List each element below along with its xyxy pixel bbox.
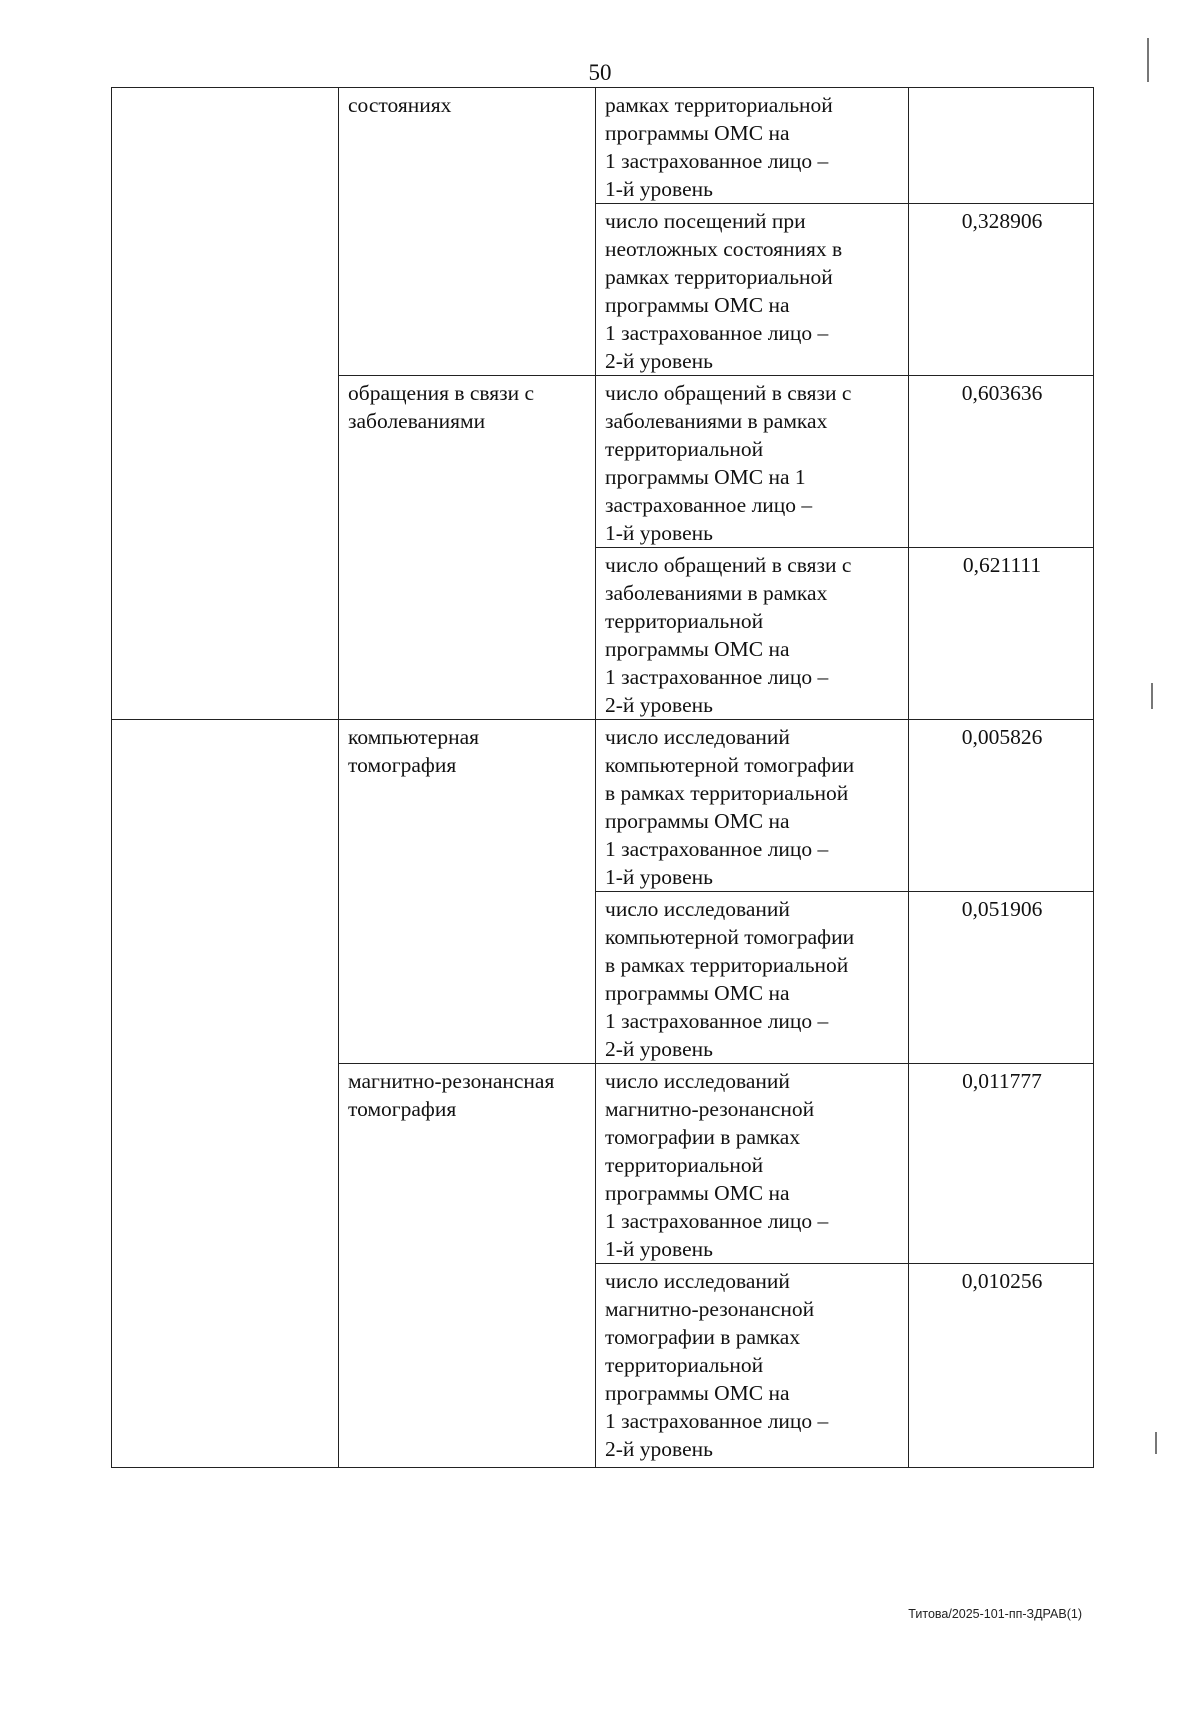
page-number: 50 — [588, 60, 612, 85]
table-cell-value: 0,621111 — [909, 548, 1094, 720]
table-cell-value: 0,328906 — [909, 204, 1094, 376]
scan-mark-middle — [1151, 683, 1153, 709]
table-cell-value: 0,011777 — [909, 1064, 1094, 1264]
scan-mark-bottom — [1155, 1432, 1157, 1454]
table-cell-group — [112, 720, 339, 1468]
document-footer-code: Титова/2025-101-пп-ЗДРАВ(1) — [908, 1607, 1082, 1621]
table-cell-value — [909, 88, 1094, 204]
table-cell-indicator: число исследований компьютерной томографии в рамках территориальной программы ОМС на 1 застрахованное лицо – 2-й уровень — [596, 892, 909, 1064]
table-cell-indicator: число исследований магнитно-резонансной томографии в рамках территориальной программы ОМС на 1 застрахованное лицо – 1-й уровень — [596, 1064, 909, 1264]
table-cell-care-type: состояниях — [339, 88, 596, 376]
table-cell-indicator: число посещений при неотложных состояниях в рамках территориальной программы ОМС на 1 застрахованное лицо – 2-й уровень — [596, 204, 909, 376]
table-cell-group — [112, 88, 339, 720]
scan-mark-top — [1147, 38, 1149, 82]
table-row — [112, 720, 1094, 892]
table-cell-care-type: компьютерная томография — [339, 720, 596, 1064]
table-cell-value: 0,005826 — [909, 720, 1094, 892]
table-cell-indicator: число обращений в связи с заболеваниями в рамках территориальной программы ОМС на 1 застрахованное лицо – 2-й уровень — [596, 548, 909, 720]
table-cell-care-type: магнитно-резонансная томография — [339, 1064, 596, 1468]
table-cell-indicator: число исследований магнитно-резонансной томографии в рамках территориальной программы ОМС на 1 застрахованное лицо – 2-й уровень — [596, 1264, 909, 1468]
table-cell-care-type: обращения в связи с заболеваниями — [339, 376, 596, 720]
table-cell-value: 0,603636 — [909, 376, 1094, 548]
table-cell-indicator: число обращений в связи с заболеваниями в рамках территориальной программы ОМС на 1 застрахованное лицо – 1-й уровень — [596, 376, 909, 548]
table-cell-value: 0,051906 — [909, 892, 1094, 1064]
table-cell-indicator: рамках территориальной программы ОМС на 1 застрахованное лицо – 1-й уровень — [596, 88, 909, 204]
table-cell-value: 0,010256 — [909, 1264, 1094, 1468]
indicators-table — [111, 87, 1094, 1468]
table-row — [112, 88, 1094, 204]
table-cell-indicator: число исследований компьютерной томографии в рамках территориальной программы ОМС на 1 застрахованное лицо – 1-й уровень — [596, 720, 909, 892]
